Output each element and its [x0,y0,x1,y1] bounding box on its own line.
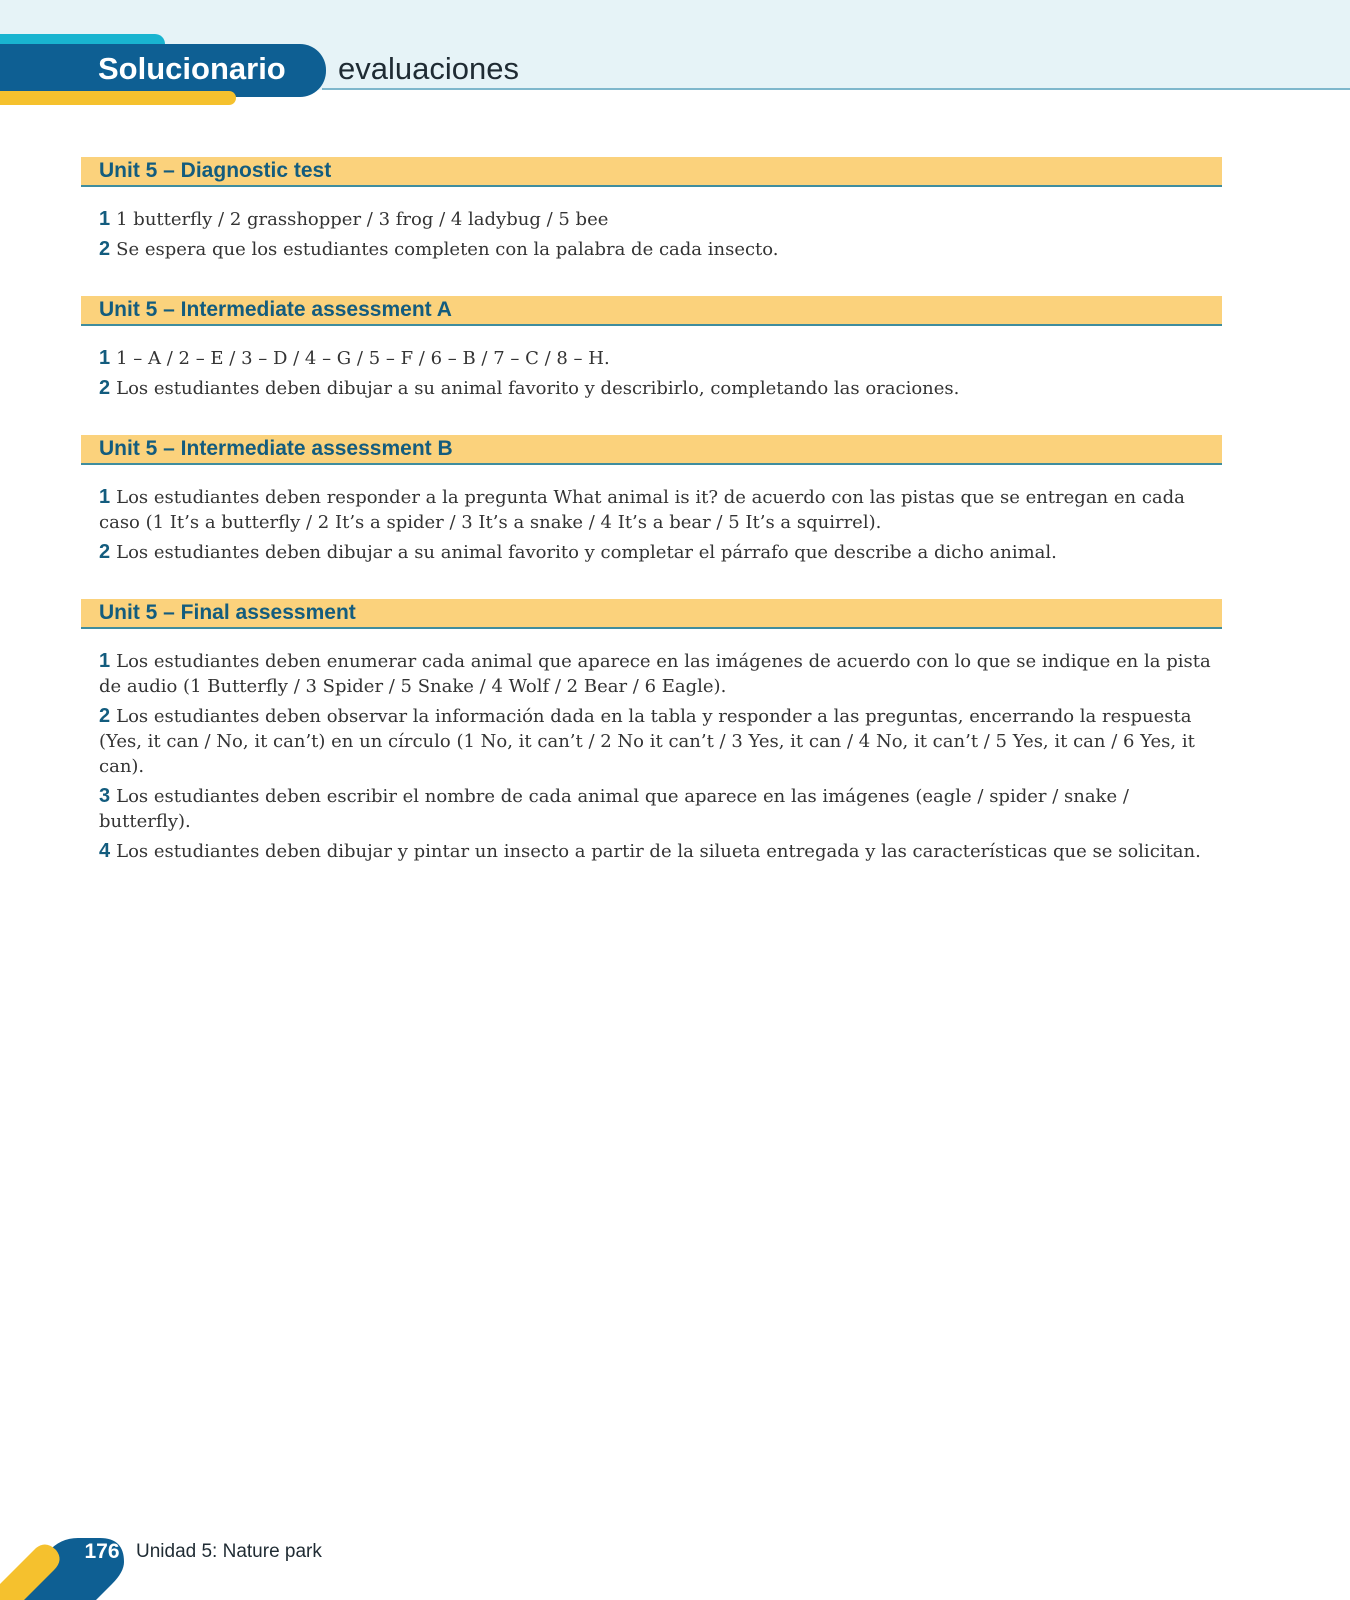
answer-list [81,187,1222,262]
answer-item [99,346,1218,371]
section-title: Unit 5 – Final assessment [99,601,356,624]
section-intermediate-assessment-b [81,435,1222,565]
header-tab-accent-yellow [0,91,236,105]
answer-number: 4 [99,840,111,862]
answer-item [99,704,1218,779]
answer-text: Los estudiantes deben observar la información dada en la tabla y responder a las preguntas, encerrando la respuesta (Yes, it can / No, it can’t) en un círculo (1 No, it can’t / 2 No it can’t / 3 Yes, it can / 4 No, it can’t / 5 Yes, it can / 6 Yes, it can). [99,706,1195,777]
section-title: Unit 5 – Diagnostic test [99,159,332,182]
answer-number: 2 [99,705,111,727]
footer-unit-label: Unidad 5: Nature park [136,1541,322,1562]
answer-key-content [81,157,1222,898]
answer-item [99,207,1218,232]
answer-list [81,629,1222,864]
answer-text: 1 – A / 2 – E / 3 – D / 4 – G / 5 – F / 6 – B / 7 – C / 8 – H. [116,348,610,369]
section-header [81,296,1222,326]
answer-text: Los estudiantes deben dibujar a su animal favorito y completar el párrafo que describe a dicho animal. [116,542,1057,563]
answer-text: Los estudiantes deben escribir el nombre de cada animal que aparece en las imágenes (eagle / spider / snake / butterfly). [99,786,1129,832]
section-intermediate-assessment-a [81,296,1222,401]
section-final-assessment [81,599,1222,864]
answer-item [99,839,1218,864]
answer-text: Se espera que los estudiantes completen con la palabra de cada insecto. [116,239,779,260]
section-header [81,157,1222,187]
answer-item [99,784,1218,834]
answer-item [99,649,1218,699]
header-subtitle: evaluaciones [338,51,519,86]
answer-number: 1 [99,650,111,672]
answer-text: Los estudiantes deben enumerar cada animal que aparece en las imágenes de acuerdo con lo que se indique en la pista de audio (1 Butterfly / 3 Spider / 5 Snake / 4 Wolf / 2 Bear / 6 Eagle). [99,651,1211,697]
answer-number: 1 [99,486,111,508]
answer-item [99,376,1218,401]
answer-list [81,326,1222,401]
answer-item [99,485,1218,535]
answer-item [99,237,1218,262]
answer-item [99,540,1218,565]
answer-number: 2 [99,377,111,399]
section-header [81,435,1222,465]
answer-number: 3 [99,785,111,807]
answer-text: Los estudiantes deben dibujar y pintar un insecto a partir de la silueta entregada y las características que se solicitan. [116,841,1201,862]
section-diagnostic-test [81,157,1222,262]
answer-text: Los estudiantes deben responder a la pregunta What animal is it? de acuerdo con las pistas que se entregan en cada caso (1 It’s a butterfly / 2 It’s a spider / 3 It’s a snake / 4 It’s a bear / 5 It’s a squirrel). [99,487,1185,533]
answer-number: 1 [99,208,111,230]
section-title: Unit 5 – Intermediate assessment B [99,437,453,460]
answer-number: 2 [99,238,111,260]
answer-text: Los estudiantes deben dibujar a su animal favorito y describirlo, completando las oraciones. [116,378,960,399]
answer-number: 2 [99,541,111,563]
answer-text: 1 butterfly / 2 grasshopper / 3 frog / 4 ladybug / 5 bee [116,209,609,230]
header-tab-title: Solucionario [98,51,286,86]
answer-list [81,465,1222,565]
section-title: Unit 5 – Intermediate assessment A [99,298,452,321]
answer-number: 1 [99,347,111,369]
page-number: 176 [84,1540,120,1563]
section-header [81,599,1222,629]
